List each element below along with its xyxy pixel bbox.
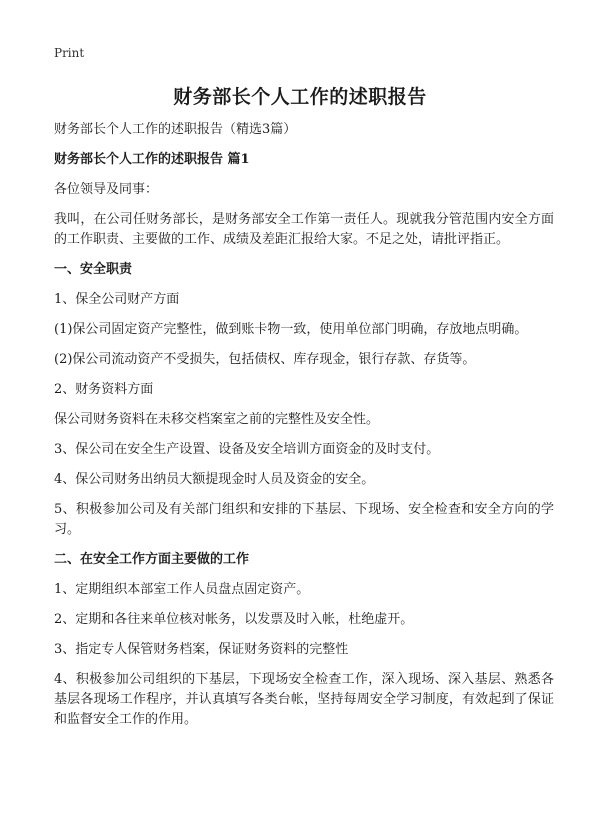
list-item: 保公司财务资料在未移交档案室之前的完整性及安全性。: [54, 412, 380, 427]
print-label: Print: [54, 46, 85, 60]
list-item: 4、积极参加公司组织的下基层，下现场安全检查工作，深入现场、深入基层、熟悉各基层各现场工作程序，并认真填写各类台帐，坚持每周安全学习制度，有效起到了保证和监督安全工作的作用。: [54, 672, 554, 727]
section-heading-duties: 一、安全职责: [54, 262, 133, 277]
document-subtitle: 财务部长个人工作的述职报告（精选3篇）: [54, 122, 297, 137]
list-item: (2)保公司流动资产不受损失，包括债权、库存现金，银行存款、存货等。: [54, 352, 476, 367]
document-body: [54, 120, 554, 740]
list-item: 3、保公司在安全生产设置、设备及安全培训方面资金的及时支付。: [54, 442, 440, 457]
list-item: 1、保全公司财产方面: [54, 292, 180, 307]
article-heading: 财务部长个人工作的述职报告 篇1: [54, 152, 250, 167]
list-item: 4、保公司财务出纳员大额提现金时人员及资金的安全。: [54, 472, 375, 487]
list-item: 2、财务资料方面: [54, 382, 154, 397]
list-item: 1、定期组织本部室工作人员盘点固定资产。: [54, 582, 310, 597]
section-heading-work-done: 二、在安全工作方面主要做的工作: [54, 552, 250, 567]
greeting: 各位领导及同事：: [54, 182, 159, 197]
list-item: 5、积极参加公司及有关部门组织和安排的下基层、下现场、安全检查和安全方向的学习。: [54, 502, 554, 537]
intro-paragraph: 我叫，在公司任财务部长，是财务部安全工作第一责任人。现就我分管范围内安全方面的工作职责、主要做的工作、成绩及差距汇报给大家。不足之处，请批评指正。: [54, 212, 554, 247]
page-title: 财务部长个人工作的述职报告: [173, 86, 427, 108]
list-item: 3、指定专人保管财务档案，保证财务资料的完整性: [54, 642, 349, 657]
list-item: (1)保公司固定资产完整性，做到账卡物一致，使用单位部门明确，存放地点明确。: [54, 322, 528, 337]
list-item: 2、定期和各往来单位核对帐务，以发票及时入帐，杜绝虚开。: [54, 612, 414, 627]
